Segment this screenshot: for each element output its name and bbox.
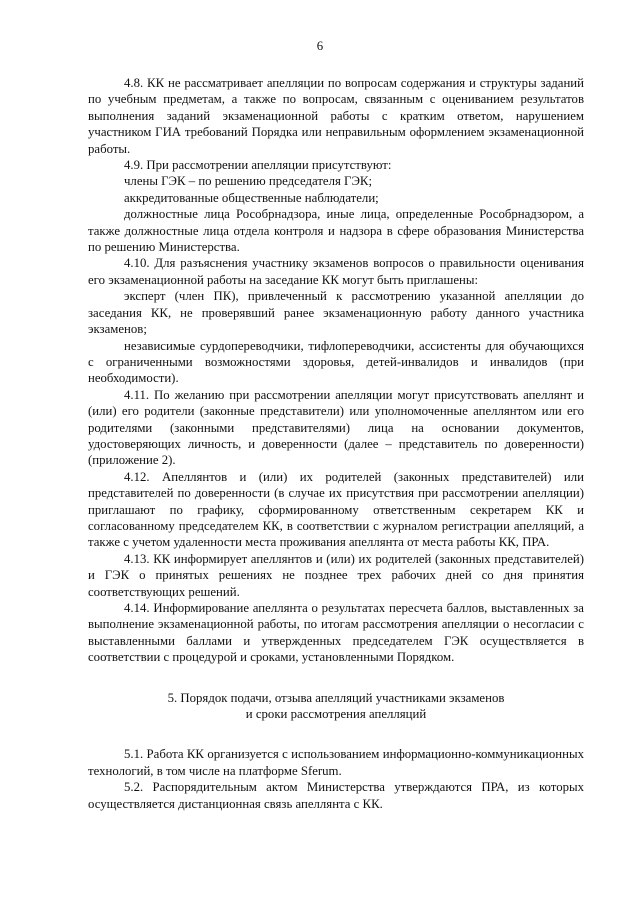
list-item-expert: эксперт (член ПК), привлеченный к рассмотрению указанной апелляции до заседания КК, не проверявший ранее экзаменационную работу данного участника экзаменов; — [88, 289, 584, 337]
paragraph-4-9: 4.9. При рассмотрении апелляции присутствуют: — [124, 158, 392, 173]
paragraph-4-11: 4.11. По желанию при рассмотрении апелляции могут присутствовать апеллянт и (или) его родители (законные представители) или уполномоченные апеллянтом или его родителями (законными представителями) лица на основании документов, удостоверяющих личность, и доверенности (далее – представитель по доверенности) (приложение 2). — [88, 387, 584, 468]
paragraph-4-14: 4.14. Информирование апеллянта о результатах пересчета баллов, выставленных за выполнение экзаменационной работы, по итогам рассмотрения апелляции о несогласии с выставленными баллами и утвержденных председателем ГЭК осуществляется в соответствии с процедурой и сроками, установленными Порядком. — [88, 601, 584, 665]
paragraph-5-1: 5.1. Работа КК организуется с использованием информационно-коммуникационных технологий, в том числе на платформе Sferum. — [88, 747, 584, 778]
page-number: 6 — [316, 39, 324, 53]
paragraph-4-12: 4.12. Апеллянтов и (или) их родителей (законных представителей) или представителей по доверенности (в случае их присутствия при рассмотрении апелляции) приглашают по графику, сформированному ответственным секретарем КК и согласованному председателем КК, в соответствии с журналом регистрации апелляций, а также с учетом удаленности места проживания апеллянта от места работы КК, ПРА. — [88, 469, 584, 550]
list-item-gek-members: члены ГЭК – по решению председателя ГЭК; — [124, 174, 372, 189]
list-item-officials: должностные лица Рособрнадзора, иные лица, определенные Рособрнадзором, а также должностные лица отдела контроля и надзора в сфере образования Министерства по решению Министерства. — [88, 207, 584, 255]
document-body — [88, 75, 584, 812]
paragraph-4-13: 4.13. КК информирует апеллянтов и (или) их родителей (законных представителей) и ГЭК о принятых решениях не позднее трех рабочих дней со дня принятия соответствующих решений. — [88, 551, 584, 599]
paragraph-4-8: 4.8. КК не рассматривает апелляции по вопросам содержания и структуры заданий по учебным предметам, а также по вопросам, связанным с оцениванием результатов выполнения заданий экзаменационной работы с кратким ответом, нарушением участником ГИА требований Порядка или неправильным оформлением экзаменационной работы. — [88, 76, 584, 156]
list-item-interpreters: независимые сурдопереводчики, тифлопереводчики, ассистенты для обучающихся с ограниченными возможностями здоровья, детей-инвалидов и инвалидов (при необходимости). — [88, 338, 584, 386]
list-item-observers: аккредитованные общественные наблюдатели; — [124, 190, 379, 205]
section-heading-line-1: 5. Порядок подачи, отзыва апелляций участниками экзаменов — [167, 690, 505, 705]
paragraph-4-10: 4.10. Для разъяснения участнику экзаменов вопросов о правильности оценивания его экзаменационной работы на заседание КК могут быть приглашены: — [88, 256, 584, 287]
paragraph-5-2: 5.2. Распорядительным актом Министерства утверждаются ПРА, из которых осуществляется дистанционная связь апеллянта с КК. — [88, 780, 584, 811]
section-heading — [88, 690, 584, 723]
section-heading-line-2: и сроки рассмотрения апелляций — [245, 707, 427, 722]
